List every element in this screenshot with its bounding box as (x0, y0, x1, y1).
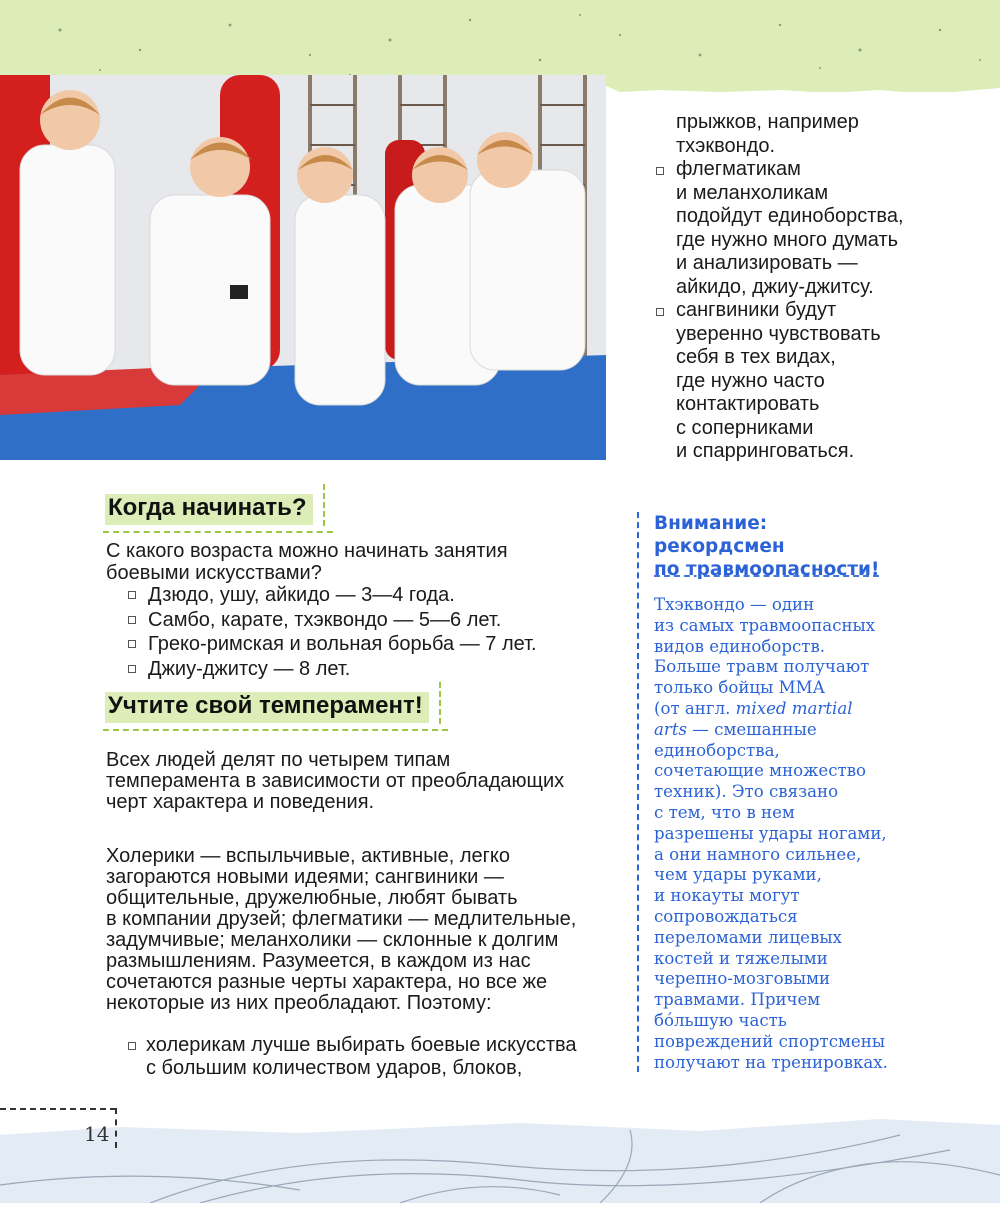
square-bullet-icon (128, 665, 136, 673)
choleric-list-item (128, 1034, 608, 1080)
heading-highlight: Учтите свой темперамент! (105, 692, 429, 723)
wave-lines-decor (0, 1105, 1000, 1203)
square-bullet-icon (128, 640, 136, 648)
square-bullet-icon (128, 1042, 136, 1050)
sidebar-title: Внимание: рекордсмен по травмоопасности! (654, 513, 880, 580)
sidebar-dashed-rule (637, 512, 639, 1072)
list-item: Дзюдо, ушу, айкидо — 3—4 года. (128, 583, 537, 608)
list-item-sanguine: сангвиники будут уверенно чувствовать себя в тех видах, где нужно часто контактировать с соперниками и спарринговаться. (652, 299, 952, 464)
square-bullet-icon (128, 591, 136, 599)
square-bullet-icon (656, 167, 664, 175)
list-item: Греко-римская и вольная борьба — 7 лет. (128, 632, 537, 657)
list-item: Джиу-джитсу — 8 лет. (128, 657, 537, 682)
dashed-divider (103, 729, 448, 731)
temperament-list-continued (652, 111, 952, 464)
list-item: Самбо, карате, тхэквондо — 5—6 лет. (128, 608, 537, 633)
page-number-frame (0, 1108, 116, 1110)
section-heading-temperament (105, 692, 429, 723)
dashed-divider (323, 484, 325, 526)
square-bullet-icon (656, 308, 664, 316)
heading-highlight: Когда начинать? (105, 494, 313, 525)
dashed-divider (439, 682, 441, 724)
dashed-divider (103, 531, 333, 533)
list-item: холерикам лучше выбирать боевые искусства с большим количеством ударов, блоков, (128, 1034, 608, 1080)
temperament-intro-paragraph: Всех людей делят по четырем типам темперамента в зависимости от преобладающих черт характера и поведения. (106, 749, 565, 813)
page-number: 14 (84, 1122, 110, 1146)
section1-intro: С какого возраста можно начинать занятия боевыми искусствами? (106, 540, 508, 584)
bottom-decor-band (0, 1105, 1000, 1203)
list-item-continued: прыжков, например тхэквондо. (676, 111, 859, 157)
temperament-types-paragraph: Холерики — вспыльчивые, активные, легко загораются новыми идеями; сангвиники — общительные, дружелюбные, любят бывать в компании друзей; флегматики — медлительные, задумчивые; меланхолики — склонные к долгим размышлениям. Разумеется, в каждом из нас сочетаются разные черты характера, но все же некоторые из них преобладают. Поэтому: (106, 845, 577, 1014)
age-list (128, 583, 537, 682)
section-heading-when-to-start (105, 494, 313, 525)
page-number-frame (115, 1108, 117, 1148)
karate-kids-photo (0, 75, 606, 460)
square-bullet-icon (128, 616, 136, 624)
sidebar-text: Тхэквондо — один из самых травмоопасных видов единоборств. Больше травм получают только бойцы ММА (от англ. mixed martial arts — смешанные единоборства, сочетающие множество техник). Это связано с тем, что в нем разрешены удары ногами, а они намного сильнее, чем удары руками, и нокауты могут сопровождаться переломами лицевых костей и тяжелыми черепно-мозговыми травмами. Причем бóльшую часть повреждений спортсмены получают на тренировках. (654, 595, 888, 1072)
list-item-phlegmatic: флегматикам и меланхоликам подойдут единоборства, где нужно много думать и анализировать — айкидо, джиу-джитсу. (652, 158, 952, 299)
